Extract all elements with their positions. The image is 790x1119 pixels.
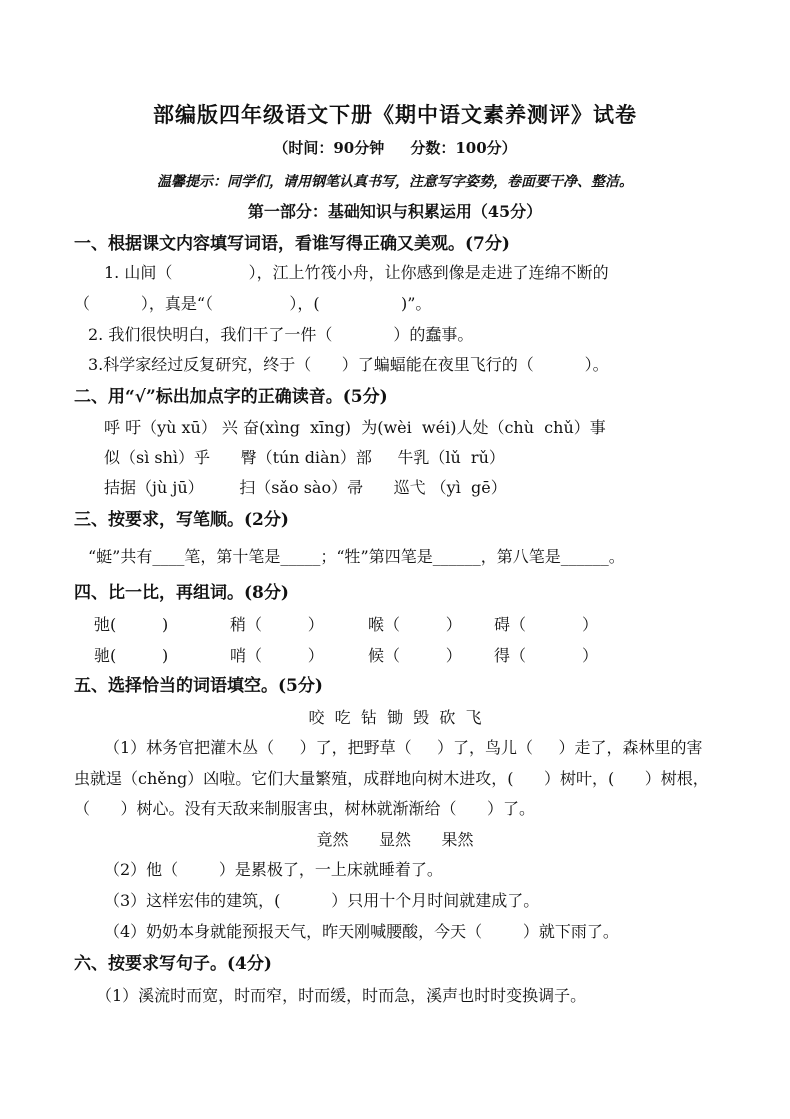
section-2-row-1: 呼 吁（yù xū） 兴 奋(xìng xīng) 为(wèi wéi)人处（chù chǔ）事 <box>104 418 606 437</box>
section-1-q3: 3.科学家经过反复研究，终于（ ）了蝙蝠能在夜里飞行的（ ）。 <box>88 355 609 374</box>
section-1-q1-line1: 1. 山间（ ），江上竹筏小舟，让你感到像是走进了连绵不断的 <box>104 263 609 282</box>
compare-cell: 碍（ ） <box>494 615 598 634</box>
section-1-q1-line2: （ ），真是“（ ），( )”。 <box>74 294 432 313</box>
section-2-heading: 二、用“√”标出加点字的正确读音。(5分) <box>74 387 388 407</box>
exam-meta: （时间：90分钟 分数：100分） <box>273 139 517 157</box>
part-one-heading: 第一部分：基础知识与积累运用（45分） <box>247 202 543 221</box>
section-5-p1-line2: 虫就逞（chěng）凶啦。它们大量繁殖，成群地向树木进攻，( ）树叶，( ）树根， <box>74 769 709 788</box>
compare-cell: 稍（ ） <box>230 615 324 634</box>
section-3-question: “蜓”共有____笔，第十笔是_____；“牲”第四笔是______，第八笔是______。 <box>88 547 625 566</box>
section-2-row-3: 拮据（jù jū） 扫（sǎo sào）帚 巡弋 （yì gē） <box>104 478 507 497</box>
section-5-p1-line3: （ ）树心。没有天敌来制服害虫，树林就渐渐给（ ）了。 <box>74 799 536 818</box>
compare-cell: 喉（ ） <box>368 615 462 634</box>
compare-cell: 哨（ ） <box>230 646 324 665</box>
section-5-q3: （3）这样宏伟的建筑，( ）只用十个月时间就建成了。 <box>104 891 540 910</box>
compare-cell: 驰( ) <box>94 646 169 665</box>
section-1-q2: 2. 我们很快明白，我们干了一件（ ）的蠢事。 <box>88 325 474 344</box>
compare-cell: 候（ ） <box>368 646 462 665</box>
word-bank-1: 咬 吃 钻 锄 毁 砍 飞 <box>308 708 482 727</box>
section-5-heading: 五、选择恰当的词语填空。(5分) <box>74 676 323 696</box>
section-4-heading: 四、比一比，再组词。(8分) <box>74 583 289 603</box>
section-3-heading: 三、按要求，写笔顺。(2分) <box>74 510 289 530</box>
section-1-heading: 一、根据课文内容填写词语，看谁写得正确又美观。(7分) <box>74 234 510 254</box>
section-5-p1-line1: （1）林务官把灌木丛（ ）了，把野草（ ）了，鸟儿（ ）走了，森林里的害 <box>104 738 703 757</box>
section-6-heading: 六、按要求写句子。(4分) <box>74 954 272 974</box>
exam-tip: 温馨提示：同学们，请用钢笔认真书写，注意写字姿势，卷面要干净、整洁。 <box>157 174 633 190</box>
section-5-q4: （4）奶奶本身就能预报天气，昨天刚喊腰酸，今天（ ）就下雨了。 <box>104 922 619 941</box>
section-6-q1: （1）溪流时而宽，时而窄，时而缓，时而急，溪声也时时变换调子。 <box>96 986 587 1005</box>
exam-title: 部编版四年级语文下册《期中语文素养测评》试卷 <box>153 102 637 127</box>
section-2-row-2: 似（sì shì）乎 臀（tún diàn）部 牛乳（lǔ rǔ） <box>104 448 505 467</box>
compare-cell: 弛( ) <box>94 615 169 634</box>
compare-cell: 得（ ） <box>494 646 598 665</box>
word-bank-2: 竟然 显然 果然 <box>316 830 474 849</box>
section-5-q2: （2）他（ ）是累极了，一上床就睡着了。 <box>104 860 443 879</box>
